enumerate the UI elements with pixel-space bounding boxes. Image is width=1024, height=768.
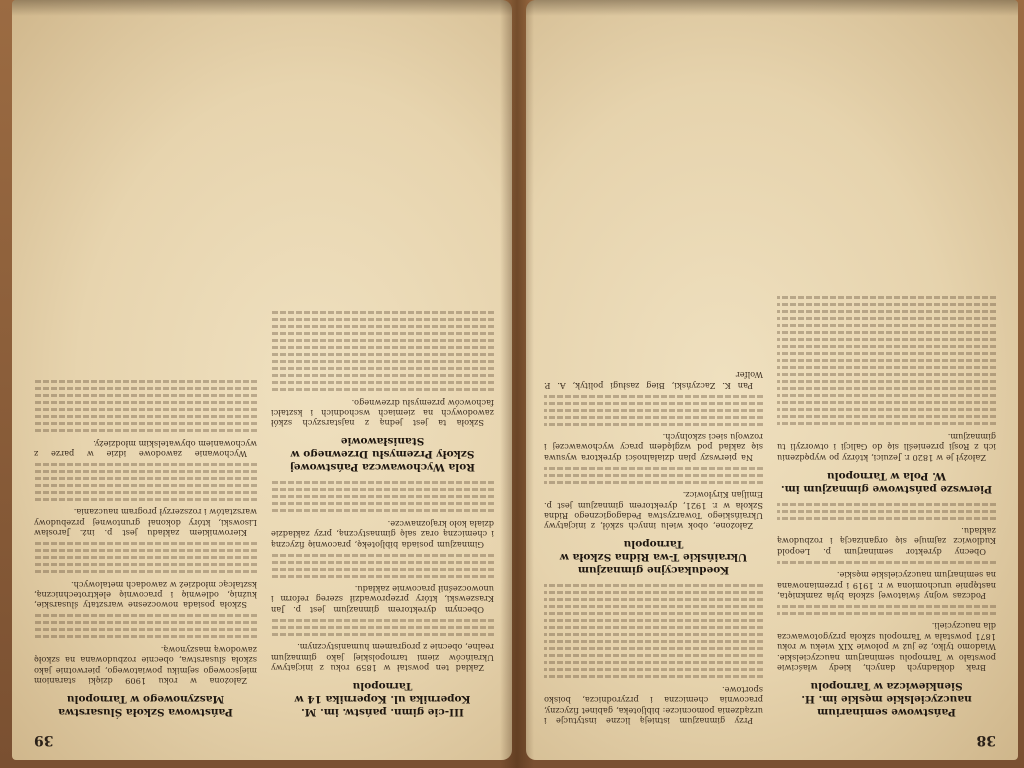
columns-left <box>544 292 996 726</box>
text-line <box>271 388 494 391</box>
text-line <box>271 619 494 622</box>
text-line <box>271 568 494 571</box>
paragraph: Kierownikiem zakładu jest p. inż. Jarosław Lisowski, który dokonał gruntownej przebudowy warsztatów i rozszerzył program nauczania. <box>34 507 257 539</box>
text-line <box>544 467 763 470</box>
paragraph: Podczas wojny światowej szkoła była zamknięta, następnie uruchomiona w r. 1919 i przemianowana na seminarjum nauczycielskie męskie. <box>777 570 996 601</box>
text-line <box>544 584 763 587</box>
text-line <box>271 311 494 314</box>
columns-right <box>34 307 494 726</box>
text-line <box>777 387 996 390</box>
text-line <box>544 395 763 398</box>
text-line <box>34 491 257 494</box>
signature-line: Pan K. Zaczyński, Bieg zasługi polityk, A. P. Wolfer <box>544 370 763 391</box>
text-line <box>777 612 996 615</box>
book-page-left <box>526 0 1018 760</box>
text-line <box>271 332 494 335</box>
text-line <box>777 324 996 327</box>
text-line <box>777 359 996 362</box>
heading-ridna-szkola: Koedukacyjne gimnazjum Ukraińskie T-wa Ridna Szkoła w Tarnopolu <box>559 538 748 577</box>
text-line <box>34 387 257 390</box>
paragraph: Założona w roku 1909 dzięki staraniom miejscowego sejmiku powiatowego, pierwotnie jako szkoła ślusarstwa, obecnie rozbudowana na szkołę zawodową maszynową. <box>34 644 257 686</box>
text-line <box>777 415 996 418</box>
text-line <box>271 353 494 356</box>
page-number-right: 39 <box>34 732 54 748</box>
text-line <box>34 621 257 624</box>
text-line <box>544 416 763 419</box>
text-line <box>34 542 257 545</box>
text-line <box>34 484 257 487</box>
text-line <box>777 510 996 513</box>
text-line <box>271 360 494 363</box>
text-line <box>777 296 996 299</box>
text-line <box>34 498 257 501</box>
text-line <box>777 422 996 425</box>
text-line <box>271 502 494 505</box>
paragraph: Na pierwszy plan działalności dyrektora wysuwa się zakład pod względem pracy wychowawczej i rozwoju sieci szkolnych. <box>544 431 763 463</box>
column-right-1 <box>271 307 494 726</box>
text-line <box>34 401 257 404</box>
paragraph: Zakład ten powstał w 1859 roku z inicjatywy Ukraińców ziemi tarnopolskiej jako gimnazjum realne, obecnie z programem humanistycznym. <box>271 642 494 673</box>
text-line <box>271 381 494 384</box>
text-line <box>544 598 763 601</box>
text-line <box>34 408 257 411</box>
paragraph: Przy gimnazjum istnieją liczne instytucje i urządzenia pomocnicze: bibljoteka, gabinet fizyczny, pracownia chemiczna i przyrodnicza, boisko sportowe. <box>544 684 763 726</box>
book-page-right <box>12 0 512 760</box>
text-line <box>544 474 763 477</box>
text-line <box>34 470 257 473</box>
text-line <box>34 429 257 432</box>
text-line <box>271 339 494 342</box>
text-line <box>544 668 763 671</box>
paragraph: Założone, obok wielu innych szkół, z inicjatywy Ukraińskiego Towarzystwa Pedagogicznego Ridna Szkoła w r. 1921, dyrektorem gimnazjum jest p. Emiljan Kiryłowicz. <box>544 490 763 532</box>
text-line <box>544 402 763 405</box>
text-line <box>777 352 996 355</box>
text-line <box>271 554 494 557</box>
text-line <box>544 647 763 650</box>
text-line <box>34 570 257 573</box>
text-line <box>271 325 494 328</box>
text-line <box>544 640 763 643</box>
heading-kopernik: III-cie gimn. państw. im. M. Kopernika ul. Kopernika 14 w Tarnopolu <box>294 680 471 718</box>
text-line <box>34 415 257 418</box>
text-line <box>544 619 763 622</box>
text-line <box>271 318 494 321</box>
text-line <box>34 549 257 552</box>
text-line <box>271 575 494 578</box>
text-line <box>271 481 494 484</box>
column-left-1 <box>777 292 996 726</box>
text-line <box>777 408 996 411</box>
page-shadow <box>526 0 1018 16</box>
text-line <box>544 626 763 629</box>
column-right-2 <box>34 307 257 726</box>
heading-przemysl-drzewny: Rola Wychowawcza Państwowej Szkoły Przemysłu Drzewnego w Stanisławowie <box>290 435 475 474</box>
text-line <box>34 614 257 617</box>
text-line <box>544 612 763 615</box>
heading-seminarium: Państwowe seminarium nauczycielskie męskie im. H. Sienkiewicza w Tarnopolu <box>801 680 972 718</box>
text-line <box>271 561 494 564</box>
text-line <box>34 422 257 425</box>
text-line <box>544 481 763 484</box>
text-line <box>777 345 996 348</box>
text-line <box>777 338 996 341</box>
text-line <box>271 488 494 491</box>
text-line <box>34 380 257 383</box>
text-line <box>777 331 996 334</box>
text-line <box>271 626 494 629</box>
paragraph: Założył je w 1820 r. Jezuici, którzy po wypędzeniu ich z Rosji przenieśli się do Galicji i otworzyli tu gimnazjum. <box>777 431 996 463</box>
text-line <box>34 628 257 631</box>
text-line <box>777 373 996 376</box>
heading-slusarstwo: Państwowa Szkoła Ślusarstwa Maszynowego w Tarnopolu <box>58 693 233 718</box>
heading-gimnazjum-pola: Pierwsze państwowe gimnazjum im. W. Pola w Tarnopolu <box>780 469 993 495</box>
column-left-2 <box>544 292 763 726</box>
paragraph: Szkoła ta jest jedną z najstarszych szkół zawodowych na ziemiach wschodnich i kształci fachowców przemysłu drzewnego. <box>271 397 494 429</box>
text-line <box>777 303 996 306</box>
text-line <box>34 635 257 638</box>
paragraph: Brak dokładnych danych, kiedy właściwie powstało w Tarnopolu seminarjum nauczycielskie. Wiadomo tylko, że już w połowie XIX wieku w roku 1871 powstała w Tarnopolu szkoła przygotowawcza dla nauczycieli. <box>777 621 996 673</box>
text-line <box>271 346 494 349</box>
paragraph: Szkoła posiada nowoczesne warsztaty ślusarskie, kuźnię, odlewnię i pracownię elektrotechniczną, kształcąc młodzież w zawodach metalowych. <box>34 579 257 611</box>
text-line <box>777 394 996 397</box>
text-line <box>544 591 763 594</box>
text-line <box>777 366 996 369</box>
text-line <box>34 556 257 559</box>
text-line <box>271 633 494 636</box>
paragraph: Obecny dyrektor seminarjum p. Leopold Kudlowicz zajmuje się organizacją i rozbudową zakładu. <box>777 525 996 557</box>
page-shadow <box>12 0 512 16</box>
text-line <box>34 563 257 566</box>
text-line <box>271 495 494 498</box>
text-line <box>271 509 494 512</box>
paragraph: Gimnazjum posiada bibljotekę, pracownię fizyczną i chemiczną oraz salę gimnastyczną, przy zakładzie działa koło krajoznawcze. <box>271 518 494 550</box>
paragraph: Wychowanie zawodowe idzie w parze z wychowaniem obywatelskim młodzieży. <box>34 438 257 459</box>
text-line <box>34 477 257 480</box>
text-line <box>777 605 996 608</box>
text-line <box>777 561 996 564</box>
text-line <box>271 374 494 377</box>
paragraph: Obecnym dyrektorem gimnazjum jest p. Jan Kraszewski, który przeprowadził szereg reform i unowocześnił pracownie zakładu. <box>271 583 494 615</box>
text-line <box>544 605 763 608</box>
text-line <box>544 654 763 657</box>
page-number-left: 38 <box>976 732 996 748</box>
text-line <box>777 517 996 520</box>
text-line <box>544 661 763 664</box>
text-line <box>777 310 996 313</box>
text-line <box>34 394 257 397</box>
text-line <box>271 367 494 370</box>
text-line <box>544 633 763 636</box>
text-line <box>777 401 996 404</box>
text-line <box>777 503 996 506</box>
text-line <box>544 675 763 678</box>
text-line <box>544 409 763 412</box>
text-line <box>34 463 257 466</box>
text-line <box>777 317 996 320</box>
text-line <box>777 380 996 383</box>
text-line <box>544 423 763 426</box>
